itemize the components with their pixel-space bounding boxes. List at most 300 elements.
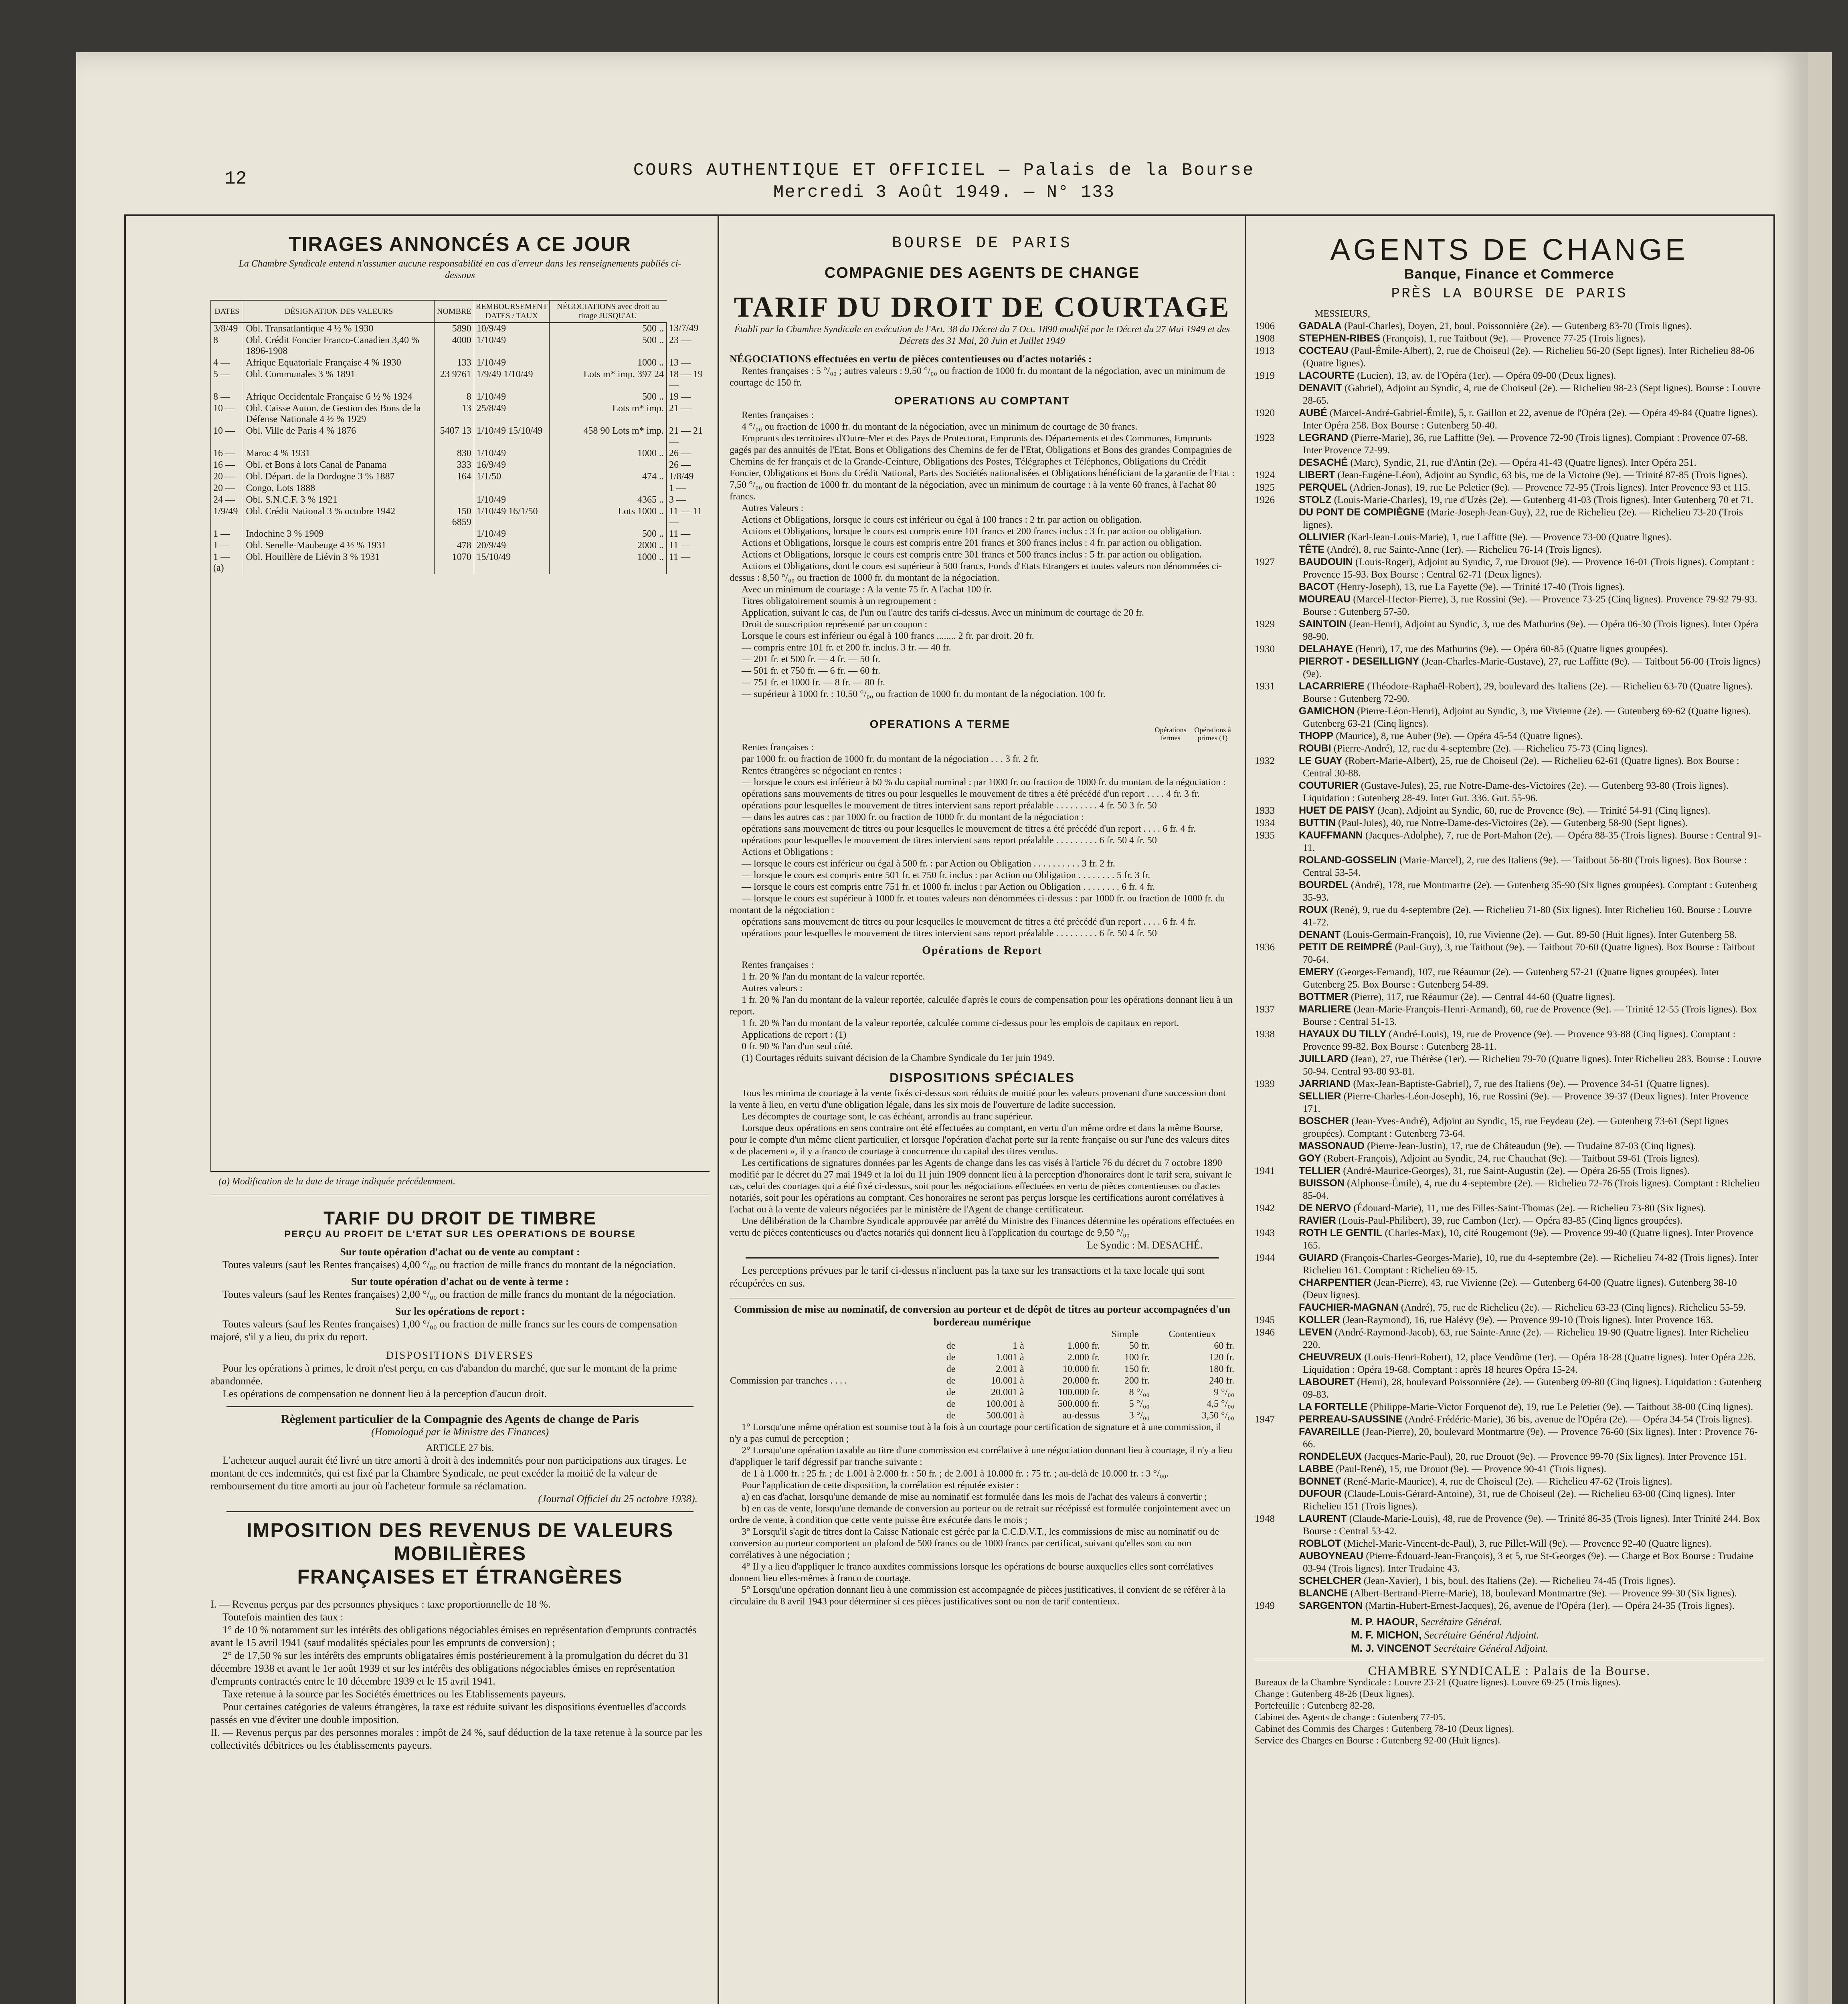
agent-name: KAUFFMANN bbox=[1299, 830, 1363, 841]
list-item bbox=[1255, 543, 1764, 556]
agent-year: 1936 bbox=[1255, 942, 1275, 953]
tirages-subtitle: La Chambre Syndicale entend n'assumer aucune responsabilité en cas d'erreur dans les renseignements publiés ci-dessous bbox=[239, 259, 681, 281]
terme-col-primes: Opérations à primes (1) bbox=[1194, 726, 1231, 742]
agent-details: (Albert-Bertrand-Pierre-Marie), 18, boulevard Montmartre (9e). — Provence 99-30 (Six lignes). bbox=[1350, 1588, 1737, 1599]
table-cell: 1070 bbox=[434, 552, 474, 574]
table-cell: Obl. Départ. de la Dordogne 3 % 1887 bbox=[243, 471, 434, 483]
agent-year: 1927 bbox=[1255, 557, 1275, 568]
agent-name: BUISSON bbox=[1299, 1178, 1345, 1189]
list-item: — 501 fr. et 750 fr. — 6 fr. — 60 fr. bbox=[742, 666, 880, 676]
reglement-source: (Journal Officiel du 25 octobre 1938). bbox=[538, 1493, 698, 1505]
table-cell: Afrique Occidentale Française 6 ½ % 1924 bbox=[243, 391, 434, 403]
list-item: Actions et Obligations, dont le cours est supérieur à 500 francs, Fonds d'Etats Etrangers et toutes valeurs non dénommées ci-dessus : 8,50 °/₀₀ ou fraction de 1000 fr. du montant de la négociation. bbox=[730, 561, 1222, 583]
page-edge bbox=[1808, 52, 1832, 2004]
commission-notes bbox=[730, 1422, 1235, 1608]
list-item: 3° Lorsqu'il s'agit de titres dont la Caisse Nationale est gérée par la C.C.D.V.T., les commissions de mise au nominatif ou de conversion au porteur comportent un plafond de 500 francs ou de 1000 francs par certificat, suivant qu'elles sont ou non corrélatives à une négociation ; bbox=[730, 1527, 1219, 1560]
agent-year: 1931 bbox=[1255, 681, 1275, 692]
table-row bbox=[211, 471, 710, 483]
list-item: Bureaux de la Chambre Syndicale : Louvre 23-21 (Quatre lignes). Louvre 69-25 (Trois lignes). bbox=[1255, 1677, 1621, 1688]
list-item: opérations pour lesquelles le mouvement de titres intervient sans report préalable . . . . . . . . . 4 fr. 50 3 fr. 50 bbox=[742, 800, 1157, 811]
table-cell: 60 fr. bbox=[1214, 1341, 1234, 1351]
list-item bbox=[1255, 755, 1764, 780]
table-cell: 1 — bbox=[211, 528, 243, 540]
list-item: de 1 à 1.000 fr. : 25 fr. ; de 1.001 à 2.000 fr. : 50 fr. ; de 2.001 à 10.000 fr. : 75 fr. ; au-delà de 10.000 fr. : 3 °/₀₀. bbox=[742, 1469, 1169, 1479]
list-item: — 751 fr. et 1000 fr. — 8 fr. — 80 fr. bbox=[742, 677, 885, 688]
table-cell: Obl. Houillère de Liévin 3 % 1931 bbox=[243, 552, 434, 574]
agent-name: AUBOYNEAU bbox=[1299, 1550, 1364, 1562]
table-row bbox=[211, 335, 710, 357]
page-number: 12 bbox=[224, 168, 247, 189]
table-cell: 500 .. bbox=[549, 323, 666, 335]
agent-name: BOTTMER bbox=[1299, 991, 1349, 1002]
table-cell: 1/1/50 bbox=[474, 471, 549, 483]
table-cell: 1 — bbox=[667, 483, 710, 494]
table-cell: de bbox=[946, 1399, 956, 1409]
table-cell: 2000 .. bbox=[549, 540, 666, 552]
agent-name: STOLZ bbox=[1299, 494, 1332, 505]
agent-year: 1934 bbox=[1255, 818, 1275, 828]
table-cell: 1/10/49 bbox=[474, 528, 549, 540]
timbre-s3-text: Toutes valeurs (sauf les Rentes françaises) 1,00 °/₀₀ ou fraction de mille francs sur les cours de compensation majoré, s'il y a lieu, du prix du report. bbox=[210, 1318, 677, 1343]
table-cell: 19 — bbox=[667, 391, 710, 403]
agent-name: DE NERVO bbox=[1299, 1202, 1351, 1214]
agent-details: (Gustave-Jules), 25, rue Notre-Dame-des-Victoires (2e). — Gutenberg 93-80 (Trois lignes). Liquidation : Gutenberg 28-49. Inter Gut. 336. Gut. 55-96. bbox=[1303, 780, 1729, 804]
table-cell: 3/8/49 bbox=[211, 323, 243, 335]
imposition-line-1: I. — Revenus perçus par des personnes physiques : taxe proportionnelle de 18 %. bbox=[210, 1598, 551, 1610]
agent-details: (Louis-Roger), Adjoint au Syndic, 7, rue Drouot (9e). — Provence 16-01 (Trois lignes). Comptant : Provence 15-93. Box Bourse : Central 62-71 (Deux lignes). bbox=[1303, 557, 1755, 580]
header-title: COURS AUTHENTIQUE ET OFFICIEL — Palais de la Bourse bbox=[633, 160, 1255, 180]
timbre-s3-head: Sur les opérations de report : bbox=[395, 1305, 525, 1317]
table-cell: 16 — bbox=[211, 459, 243, 471]
agent-year: 1919 bbox=[1255, 370, 1275, 381]
table-cell: 1/8/49 bbox=[667, 471, 710, 483]
list-item: 1° Lorsqu'une même opération est soumise tout à la fois à un courtage pour certification de signature et à une commission, il n'y a pas cumul de perception ; bbox=[730, 1422, 1221, 1444]
list-item bbox=[1255, 1488, 1764, 1513]
agent-year: 1941 bbox=[1255, 1166, 1275, 1176]
agent-name: JUILLARD bbox=[1299, 1053, 1349, 1065]
agent-details: (Charles-Max), 10, cité Rougemont (9e). — Provence 99-40 (Quatre lignes). Inter Provence 165. bbox=[1303, 1228, 1754, 1251]
table-cell: 11 — bbox=[667, 540, 710, 552]
list-item: Cabinet des Agents de change : Gutenberg 77-05. bbox=[1255, 1712, 1446, 1723]
agent-year: 1942 bbox=[1255, 1203, 1275, 1214]
agent-name: BACOT bbox=[1299, 581, 1334, 592]
agent-name: JARRIAND bbox=[1299, 1078, 1351, 1089]
table-cell: 10/9/49 bbox=[474, 323, 549, 335]
table-cell: Obl. S.N.C.F. 3 % 1921 bbox=[243, 494, 434, 506]
imposition-line-2: Toutefois maintien des taux : bbox=[222, 1611, 344, 1623]
table-cell: Obl. Communales 3 % 1891 bbox=[243, 369, 434, 391]
table-cell: 1 à bbox=[1012, 1341, 1024, 1351]
agent-details: (Jean-Henri), Adjoint au Syndic, 3, rue des Mathurins (9e). — Opéra 06-30 (Trois lignes). Inter Opéra 98-90. bbox=[1303, 619, 1759, 642]
table-cell: 150 fr. bbox=[1124, 1364, 1150, 1374]
table-cell: 16 — bbox=[211, 448, 243, 459]
table-cell: 20.001 à bbox=[991, 1387, 1024, 1398]
list-item: 1 fr. 20 % l'an du montant de la valeur reportée, calculée d'après le cours de compensation pour les opérations donnant lieu à un report. bbox=[730, 995, 1233, 1017]
imposition-line-7: II. — Revenus perçus par des personnes morales : impôt de 24 %, sauf déduction de la taxe retenue à la source par les collectivités débitrices ou les établissements payeurs. bbox=[210, 1727, 702, 1751]
agent-details: (André-Frédéric-Marie), 36 bis, avenue de l'Opéra (2e). — Opéra 34-54 (Trois lignes). bbox=[1405, 1414, 1753, 1425]
imposition-line-6: Pour certaines catégories de valeurs étrangères, la taxe est réduite suivant les dispositions éventuelles d'accords passés en vue d'éviter une double imposition. bbox=[210, 1701, 686, 1725]
table-cell: 1/9/49 bbox=[211, 506, 243, 528]
table-cell: 180 fr. bbox=[1209, 1364, 1234, 1374]
agent-name: HUET DE PAISY bbox=[1299, 805, 1375, 816]
commission-table bbox=[730, 1329, 1235, 1422]
list-item bbox=[1255, 1314, 1764, 1326]
list-item bbox=[1255, 370, 1764, 382]
compagnie-title: COMPAGNIE DES AGENTS DE CHANGE bbox=[824, 265, 1140, 281]
agent-details: (Louis-Paul-Philibert), 39, rue Cambon (1er). — Opéra 83-85 (Cinq lignes groupées). bbox=[1338, 1215, 1683, 1226]
imposition-line-4: 2° de 17,50 % sur les intérêts des emprunts obligataires émis postérieurement à la promulgation du décret du 31 décembre 1938 et avant le 1er août 1939 et sur les intérêts des obligations négociables émises en représentation d'emprunts contractés entre le 10 décembre 1939 et le 15 avril 1941. bbox=[210, 1650, 689, 1687]
tirages-title: TIRAGES ANNONCÉS A CE JOUR bbox=[289, 233, 631, 255]
list-item bbox=[1255, 1413, 1764, 1426]
agent-details: (Paul-Jules), 40, rue Notre-Dame-des-Victoires (2e). — Gutenberg 58-90 (Sept lignes). bbox=[1338, 818, 1688, 828]
list-item: Cabinet des Commis des Charges : Gutenberg 78-10 (Deux lignes). bbox=[1255, 1724, 1514, 1734]
table-cell: de bbox=[946, 1352, 956, 1363]
agent-details: (Claude-Louis-Gérard-Antoine), 31, rue de Choiseul (2e). — Richelieu 63-00 (Cinq lignes). Inter Richelieu 151 (Trois lignes). bbox=[1303, 1489, 1735, 1512]
table-cell: 5407 13 bbox=[434, 425, 474, 448]
list-item bbox=[1255, 1513, 1764, 1537]
list-item bbox=[1255, 1463, 1764, 1475]
agent-name: LE GUAY bbox=[1299, 755, 1343, 766]
agent-name: DESACHÉ bbox=[1299, 457, 1348, 468]
col-remb-taux: TAUX bbox=[516, 311, 538, 320]
agent-details: (Jacques-Adolphe), 7, rue de Port-Mahon (2e). — Opéra 88-35 (Trois lignes). Bourse : Central 91-11. bbox=[1303, 830, 1761, 853]
tirages-footnote: (a) Modification de la date de tirage indiquée précédemment. bbox=[210, 1171, 710, 1192]
table-cell: 20 — bbox=[211, 471, 243, 483]
table-row bbox=[211, 552, 710, 574]
list-item: Actions et Obligations, lorsque le cours est compris entre 101 francs et 200 francs inclus : 3 fr. par action ou obligation. bbox=[742, 526, 1202, 537]
agent-details: (Théodore-Raphaël-Robert), 29, boulevard des Italiens (2e). — Richelieu 63-70 (Quatre lignes). Bourse : Gutenberg 72-90. bbox=[1303, 681, 1753, 704]
table-cell: 3,50 °/₀₀ bbox=[1202, 1410, 1234, 1421]
agent-year: 1924 bbox=[1255, 470, 1275, 481]
table-cell: 8 °/₀₀ bbox=[1129, 1387, 1150, 1398]
table-cell: 18 — 19 — bbox=[667, 369, 710, 391]
col-nombre: NOMBRE bbox=[434, 300, 474, 323]
agent-details: (Philippe-Marie-Victor Forquenot de), 19, rue Le Peletier (9e). — Taitbout 38-00 (Cinq lignes). bbox=[1370, 1402, 1753, 1412]
list-item bbox=[1255, 481, 1764, 494]
agent-details: (Pierre-Marie), 36, rue Laffitte (9e). — Provence 72-90 (Trois lignes). Compiant : Provence 07-68. Inter Provence 72-99. bbox=[1303, 432, 1748, 456]
agent-details: (Jean), 27, rue Thérèse (1er). — Richelieu 79-70 (Quatre lignes). Inter Richelieu 283. Bourse : Louvre 50-94. Central 93-80 93-81. bbox=[1303, 1054, 1762, 1077]
table-cell: 1 — bbox=[211, 540, 243, 552]
comptant-list bbox=[730, 410, 1235, 700]
agent-name: LIBERT bbox=[1299, 469, 1335, 481]
table-cell: 500.001 à bbox=[986, 1410, 1024, 1421]
agent-details: (Max-Jean-Baptiste-Gabriel), 7, rue des Italiens (9e). — Provence 34-51 (Quatre lignes). bbox=[1353, 1079, 1710, 1089]
agent-year: 1938 bbox=[1255, 1029, 1275, 1040]
table-cell: 100.001 à bbox=[986, 1399, 1024, 1409]
agent-name: PIERROT - DESEILLIGNY bbox=[1299, 656, 1419, 667]
agent-details: (Édouard-Marie), 11, rue des Filles-Saint-Thomas (2e). — Richelieu 73-80 (Six lignes). bbox=[1353, 1203, 1706, 1214]
table-cell: 1.001 à bbox=[995, 1352, 1024, 1363]
agent-details: (Pierre-Jean-Justin), 17, rue de Châteaudun (9e). — Trudaine 87-03 (Cinq lignes). bbox=[1367, 1141, 1696, 1151]
table-cell: 1/10/49 bbox=[474, 494, 549, 506]
table-cell: 16/9/49 bbox=[474, 459, 549, 471]
agent-details: (Paul-Émile-Albert), 2, rue de Choiseul (2e). — Richelieu 56-20 (Sept lignes). Inter Richelieu 88-06 (Quatre lignes). bbox=[1303, 345, 1754, 369]
table-cell: 830 bbox=[434, 448, 474, 459]
column-divider-2 bbox=[1245, 214, 1246, 2004]
list-item bbox=[1255, 1202, 1764, 1214]
list-item bbox=[1255, 432, 1764, 457]
table-cell: 24 — bbox=[211, 494, 243, 506]
table-cell: de bbox=[946, 1376, 956, 1386]
agent-name: LABBE bbox=[1299, 1463, 1334, 1475]
agent-details: (Martin-Hubert-Ernest-Jacques), 26, avenue de l'Opéra (1er). — Opéra 24-35 (Trois lignes). bbox=[1365, 1600, 1735, 1611]
agent-name: GAMICHON bbox=[1299, 705, 1355, 717]
agent-name: GUIARD bbox=[1299, 1252, 1338, 1263]
list-item: opérations sans mouvements de titres ou pour lesquelles le mouvement de titres a été précédé d'un report . . . . 4 fr. 3 fr. bbox=[742, 789, 1200, 799]
list-item: 4 °/₀₀ ou fraction de 1000 fr. du montant de la négociation, avec un minimum de courtage de 30 francs. bbox=[742, 422, 1138, 432]
table-row bbox=[211, 528, 710, 540]
secretary-title: Secrétaire Général Adjoint. bbox=[1424, 1629, 1539, 1641]
agent-details: (Alphonse-Émile), 4, rue du 4-septembre (2e). — Richelieu 72-76 (Trois lignes). Comptant : Richelieu 85-04. bbox=[1303, 1178, 1759, 1201]
list-item bbox=[1255, 929, 1764, 941]
table-row bbox=[211, 369, 710, 391]
agent-details: (Louis-Germain-François), 10, rue Vivienne (2e). — Gut. 89-50 (Huit lignes). Inter Gutenberg 58. bbox=[1343, 929, 1737, 940]
list-item bbox=[1255, 506, 1764, 531]
agent-name: DUFOUR bbox=[1299, 1488, 1342, 1499]
list-item: Actions et Obligations : bbox=[742, 847, 833, 857]
table-cell: Maroc 4 % 1931 bbox=[243, 448, 434, 459]
agent-details: (André), 178, rue Montmartre (2e). — Gutenberg 35-90 (Six lignes groupées). Comptant : Gutenberg 35-93. bbox=[1303, 880, 1757, 903]
agent-name: BUTTIN bbox=[1299, 817, 1336, 828]
list-item: Autres valeurs : bbox=[742, 983, 803, 994]
table-cell: 23 9761 bbox=[434, 369, 474, 391]
agent-name: EMERY bbox=[1299, 966, 1334, 978]
agent-details: (Robert-François), Adjoint au Syndic, 24, rue Chauchat (9e). — Taitbout 59-61 (Trois lignes). bbox=[1323, 1153, 1700, 1164]
agent-name: ROLAND-GOSSELIN bbox=[1299, 855, 1397, 866]
agent-year: 1929 bbox=[1255, 619, 1275, 630]
agent-year: 1926 bbox=[1255, 495, 1275, 505]
terme-col-fermes: Opérations fermes bbox=[1154, 726, 1187, 742]
agent-name: AUBÉ bbox=[1299, 407, 1327, 418]
terme-list bbox=[730, 742, 1235, 939]
table-cell: 13 — bbox=[667, 357, 710, 369]
col-remboursement: REMBOURSEMENT DATES / TAUX bbox=[474, 300, 549, 323]
agent-name: LABOURET bbox=[1299, 1376, 1355, 1388]
agent-details: (André-Raymond-Jacob), 63, rue Sainte-Anne (2e). — Richelieu 19-90 (Quatre lignes). Inter Richelieu 220. bbox=[1303, 1327, 1749, 1350]
agent-details: (Jean-Charles-Marie-Gustave), 27, rue Laffitte (9e). — Taitbout 56-00 (Trois lignes) (9e). bbox=[1303, 656, 1761, 679]
agent-year: 1947 bbox=[1255, 1414, 1275, 1425]
table-cell: Obl. Ville de Paris 4 % 1876 bbox=[243, 425, 434, 448]
list-item: Pour l'application de cette disposition, la corrélation est réputée exister : bbox=[742, 1480, 1019, 1491]
list-item bbox=[1255, 829, 1764, 854]
list-item: Les certifications de signatures données par les Agents de change dans les cas visés à l'article 76 du décret du 7 octobre 1890 modifié par le décret du 27 mai 1949 et la loi du 11 juin 1909 donnent lieu à la perception d'honoraires dont le tarif sera, suivant le cas, celui des courtages qui a été fixé ci-dessus, soit pour les négociations effectuées en vertu de pièces contentieuses ou d'actes notariés, soit pour les opérations au comptant. Ces honoraires ne seront pas perçus lorsque les certifications auront corrélatives à l'achat ou à la vente de valeurs négociées par le ministère de l'Agent de change certificateur. bbox=[730, 1158, 1232, 1215]
list-item bbox=[1255, 1028, 1764, 1053]
disp-text-1: Pour les opérations à primes, le droit n'est perçu, en cas d'abandon du marché, que sur le montant de la prime abandonnée. bbox=[210, 1362, 677, 1387]
agent-name: COCTEAU bbox=[1299, 345, 1349, 356]
list-item bbox=[1255, 904, 1764, 929]
agent-details: (Paul-René), 15, rue Drouot (9e). — Provence 90-41 (Trois lignes). bbox=[1336, 1464, 1606, 1475]
table-cell: 4 — bbox=[211, 357, 243, 369]
list-item: Lorsque le cours est inférieur ou égal à 100 francs ........ 2 fr. par droit. 20 fr. bbox=[742, 631, 1034, 641]
list-item: Les décomptes de courtage sont, le cas échéant, arrondis au franc supérieur. bbox=[742, 1111, 1033, 1122]
timbre-subtitle: PERÇU AU PROFIT DE L'ETAT SUR LES OPERATIONS DE BOURSE bbox=[284, 1229, 636, 1240]
agent-name: FAUCHIER-MAGNAN bbox=[1299, 1302, 1399, 1313]
disp-text-2: Les opérations de compensation ne donnent lieu à la perception d'aucun droit. bbox=[222, 1388, 547, 1400]
secretary-name: M. F. MICHON, bbox=[1351, 1629, 1422, 1641]
list-item: Actions et Obligations, lorsque le cours est compris entre 201 francs et 300 francs inclus : 4 fr. par action ou obligation. bbox=[742, 538, 1202, 548]
list-item: — lorsque le cours est compris entre 751 fr. et 1000 fr. inclus : par Action ou Obligation . . . . . . . . 6 fr. 4 fr. bbox=[742, 882, 1155, 892]
table-cell: Afrique Equatoriale Française 4 % 1930 bbox=[243, 357, 434, 369]
agent-name: SARGENTON bbox=[1299, 1600, 1363, 1611]
col-dates: DATES bbox=[211, 300, 243, 323]
table-cell: Obl. Transatlantique 4 ½ % 1930 bbox=[243, 323, 434, 335]
agent-year: 1937 bbox=[1255, 1004, 1275, 1015]
table-cell: 458 90 Lots m* imp. bbox=[549, 425, 666, 448]
agent-name: CHARPENTIER bbox=[1299, 1277, 1371, 1288]
timbre-s2-text: Toutes valeurs (sauf les Rentes françaises) 2,00 °/₀₀ ou fraction de mille francs du montant de la négociation. bbox=[222, 1289, 676, 1300]
list-item: opérations sans mouvement de titres ou pour lesquelles le mouvement de titres a été précédé d'un report . . . . 6 fr. 4 fr. bbox=[742, 824, 1196, 834]
list-item: — lorsque le cours est inférieur ou égal à 500 fr. : par Action ou Obligation . . . . . . . . . . 3 fr. 2 fr. bbox=[742, 859, 1115, 869]
table-empty-space bbox=[210, 574, 710, 1171]
table-cell: 500.000 fr. bbox=[1057, 1399, 1100, 1409]
table-cell: 120 fr. bbox=[1209, 1352, 1234, 1363]
agent-name: CHEUVREUX bbox=[1299, 1351, 1362, 1363]
col-remb-dates: DATES bbox=[485, 311, 510, 320]
table-cell: 50 fr. bbox=[1129, 1341, 1150, 1351]
list-item: — lorsque le cours est inférieur à 60 % du capital nominal : par 1000 fr. ou fraction de 1000 fr. du montant de la négociation : bbox=[742, 777, 1226, 788]
timbre-title: TARIF DU DROIT DE TIMBRE bbox=[324, 1208, 596, 1228]
agent-year: 1920 bbox=[1255, 408, 1275, 418]
list-item bbox=[1255, 1053, 1764, 1078]
list-item: 2° Lorsqu'une opération taxable au titre d'une commission est corrélative à une négociation donnant lieu à courtage, il n'y a lieu d'appliquer le tarif dégressif par tranche suivante : bbox=[730, 1445, 1233, 1467]
timbre-s2-head: Sur toute opération d'achat ou de vente à terme : bbox=[351, 1276, 569, 1287]
syndic-signature: Le Syndic : M. DESACHÉ. bbox=[1087, 1239, 1203, 1251]
middle-column bbox=[730, 224, 1235, 2004]
list-item bbox=[1255, 655, 1764, 680]
table-cell: Obl. Caisse Auton. de Gestion des Bons de la Défense Nationale 4 ½ % 1929 bbox=[243, 403, 434, 425]
list-item: Portefeuille : Gutenberg 82-28. bbox=[1255, 1701, 1375, 1711]
list-item bbox=[1255, 991, 1764, 1003]
list-item bbox=[1255, 1401, 1764, 1413]
table-cell: 21 — 21 — bbox=[667, 425, 710, 448]
list-item bbox=[1255, 1227, 1764, 1252]
agent-details: (Marie-Marcel), 2, rue des Italiens (9e). — Taitbout 56-80 (Trois lignes). Box Bourse : Central 53-54. bbox=[1303, 855, 1747, 878]
list-item bbox=[1255, 1475, 1764, 1488]
list-item bbox=[1255, 1550, 1764, 1575]
table-row bbox=[211, 459, 710, 471]
list-item: b) en cas de vente, lorsqu'une demande de conversion au porteur ou de retrait sur récépissé est formulée conjointement avec un ordre de vente, à condition que cette vente puisse être exécutée dans le mois ; bbox=[730, 1503, 1231, 1525]
agent-name: GADALA bbox=[1299, 320, 1342, 331]
agent-name: LEVEN bbox=[1299, 1327, 1332, 1338]
agent-details: (Jean-Raymond), 16, rue Halévy (9e). — Provence 99-10 (Trois lignes). Inter Provence 163. bbox=[1343, 1315, 1713, 1325]
agent-year: 1935 bbox=[1255, 830, 1275, 841]
table-cell: au-dessus bbox=[1062, 1410, 1100, 1421]
list-item: Une délibération de la Chambre Syndicale approuvée par arrêté du Ministre des Finances détermine les opérations effectuées en vertu de pièces contentieuses ou d'actes notariés qui donnent lieu à l'application du courtage de 9,50 °/₀₀ bbox=[730, 1216, 1235, 1238]
list-item bbox=[1255, 1152, 1764, 1165]
list-item: 4° Il y a lieu d'appliquer le franco auxdites commissions lorsque les opérations de bourse auxquelles elles sont corrélatives donnent lieu elles-mêmes à franco de courtage. bbox=[730, 1562, 1213, 1584]
table-cell: 333 bbox=[434, 459, 474, 471]
table-cell: 474 .. bbox=[549, 471, 666, 483]
table-row bbox=[211, 403, 710, 425]
list-item: Avec un minimum de courtage : A la vente 75 fr. A l'achat 100 fr. bbox=[742, 584, 992, 595]
list-item: Droit de souscription représenté par un coupon : bbox=[742, 619, 928, 630]
list-item: — 201 fr. et 500 fr. — 4 fr. — 50 fr. bbox=[742, 654, 880, 665]
list-item: — compris entre 101 fr. et 200 fr. inclus. 3 fr. — 40 fr. bbox=[742, 642, 951, 653]
list-item bbox=[1255, 730, 1764, 742]
agent-details: (Robert-Marie-Albert), 25, rue de Choiseul (2e). — Richelieu 62-61 (Quatre lignes). Box Bourse : Central 30-88. bbox=[1303, 756, 1739, 779]
table-cell: 20/9/49 bbox=[474, 540, 549, 552]
list-item: (1) Courtages réduits suivant décision de la Chambre Syndicale du 1er juin 1949. bbox=[742, 1053, 1055, 1063]
table-cell: 4000 bbox=[434, 335, 474, 357]
table-cell: 10 — bbox=[211, 425, 243, 448]
agent-name: BONNET bbox=[1299, 1476, 1341, 1487]
list-item bbox=[1255, 531, 1764, 543]
list-item: Rentes étrangères se négociant en rentes : bbox=[742, 766, 902, 776]
list-item bbox=[1255, 780, 1764, 804]
agent-year: 1913 bbox=[1255, 345, 1275, 356]
agent-details: (Michel-Marie-Vincent-de-Paul), 3, rue Pillet-Will (9e). — Provence 92-40 (Quatre lignes). bbox=[1343, 1538, 1712, 1549]
table-cell: 11 — 11 — bbox=[667, 506, 710, 528]
agent-year: 1949 bbox=[1255, 1600, 1275, 1611]
list-item: Emprunts des territoires d'Outre-Mer et des Pays de Protectorat, Emprunts des Départements et des Communes, Emprunts gagés par des annuités de l'Etat, Bons et Obligations des Chemins de fer de l'Etat, Obligations et Bons des grandes Compagnies de Chemins de fer français et de la Grande-Ceinture, Obligations des Postes, Télégraphes et Téléphones, Obligations du Crédit Foncier, Obligations et Bons du Crédit National, Parts des Sociétés nationalisées et Obligations bénéficiant de la garantie de l'Etat : 7,50 °/₀₀ ou fraction de 1000 fr. du montant de la négociation, avec un minimum de courtage : à la vente 60 francs, à l'achat 80 francs. bbox=[730, 433, 1235, 502]
list-item: Rentes françaises : bbox=[742, 960, 814, 970]
table-cell: 25/8/49 bbox=[474, 403, 549, 425]
agent-year: 1943 bbox=[1255, 1228, 1275, 1238]
agent-details: (Henry-Joseph), 13, rue La Fayette (9e). — Trinité 17-40 (Trois lignes). bbox=[1337, 582, 1625, 592]
table-cell: 11 — bbox=[667, 552, 710, 574]
spec-list bbox=[730, 1088, 1235, 1239]
terme-head: OPERATIONS A TERME bbox=[869, 718, 1011, 730]
table-row bbox=[211, 494, 710, 506]
table-cell: 8 bbox=[211, 335, 243, 357]
reglement-text: L'acheteur auquel aurait été livré un titre amorti à droit à des indemnités pour non participations aux tirages. Le montant de ces indemnités, qui est fixé par la Chambre Syndicale, ne peut excéder la moitié de la valeur de remboursement du titre amorti au jour où l'acheteur formule sa réclamation. bbox=[210, 1455, 687, 1492]
imposition-title-2: FRANÇAISES ET ÉTRANGÈRES bbox=[297, 1566, 623, 1588]
table-row bbox=[211, 540, 710, 552]
agent-name: PETIT DE REIMPRÉ bbox=[1299, 941, 1393, 953]
list-item bbox=[1255, 618, 1764, 643]
left-column bbox=[210, 224, 710, 2004]
table-cell: 200 fr. bbox=[1124, 1376, 1150, 1386]
table-cell: 1000 .. bbox=[549, 552, 666, 574]
table-cell: 2.001 à bbox=[995, 1364, 1024, 1374]
list-item bbox=[1255, 593, 1764, 618]
tirages-header-row bbox=[211, 300, 710, 323]
agent-details: (Pierre-Léon-Henri), Adjoint au Syndic, 3, rue Vivienne (2e). — Gutenberg 69-62 (Quatre lignes). Gutenberg 63-21 (Cinq lignes). bbox=[1303, 706, 1751, 729]
table-cell: 21 — bbox=[667, 403, 710, 425]
table-cell bbox=[474, 483, 549, 494]
agent-details: (René-Marie-Maurice), 4, rue de Choiseul (2e). — Richelieu 47-62 (Trois lignes). bbox=[1343, 1476, 1672, 1487]
agent-details: (Henri), 28, boulevard Poissonnière (2e). — Gutenberg 09-80 (Cinq lignes). Liquidation : Gutenberg 09-83. bbox=[1303, 1377, 1761, 1400]
agent-details: (Paul-Guy), 3, rue Taitbout (9e). — Taitbout 70-60 (Quatre lignes). Box Bourse : Taitbout 70-64. bbox=[1303, 942, 1755, 965]
agent-details: (Jean-Marie-François-Henri-Armand), 60, rue de Provence (9e). — Trinité 12-55 (Trois lignes). Box Bourse : Central 51-13. bbox=[1303, 1004, 1757, 1027]
agent-details: (André), 8, rue Sainte-Anne (1er). — Richelieu 76-14 (Trois lignes). bbox=[1327, 544, 1602, 555]
list-item bbox=[1255, 469, 1764, 481]
agent-name: MOUREAU bbox=[1299, 594, 1351, 605]
agent-details: (Marie-Joseph-Jean-Guy), 22, rue de Richelieu (2e). — Richelieu 73-20 (Trois lignes). bbox=[1303, 507, 1743, 530]
list-item bbox=[1255, 320, 1764, 332]
list-item: Titres obligatoirement soumis à un regroupement : bbox=[742, 596, 936, 606]
agent-details: (Lucien), 13, av. de l'Opéra (1er). — Opéra 09-00 (Deux lignes). bbox=[1357, 370, 1616, 381]
table-cell: de bbox=[946, 1364, 956, 1374]
agent-details: (Gabriel), Adjoint au Syndic, 4, rue de Choiseul (2e). — Richelieu 98-23 (Sept lignes). Bourse : Louvre 28-65. bbox=[1303, 383, 1761, 406]
list-item bbox=[1255, 1090, 1764, 1115]
list-item bbox=[1255, 643, 1764, 655]
agent-name: STEPHEN-RIBES bbox=[1299, 333, 1380, 344]
table-cell: 1/10/49 bbox=[474, 335, 549, 357]
list-item bbox=[1255, 804, 1764, 817]
secretary-name: M. J. VINCENOT bbox=[1351, 1642, 1431, 1654]
table-cell: 500 .. bbox=[549, 528, 666, 540]
list-item bbox=[1255, 705, 1764, 730]
table-cell: Obl. Crédit National 3 % octobre 1942 bbox=[243, 506, 434, 528]
report-head: Opérations de Report bbox=[922, 944, 1042, 957]
list-item: opérations pour lesquelles le mouvement de titres intervient sans report préalable . . . . . . . . . 6 fr. 50 4 fr. 50 bbox=[742, 835, 1157, 846]
list-item bbox=[1255, 1587, 1764, 1600]
table-cell: 13/7/49 bbox=[667, 323, 710, 335]
table-cell: 13 bbox=[434, 403, 474, 425]
reglement-title: Règlement particulier de la Compagnie des Agents de change de Paris bbox=[281, 1412, 639, 1426]
tirages-table bbox=[210, 300, 710, 574]
